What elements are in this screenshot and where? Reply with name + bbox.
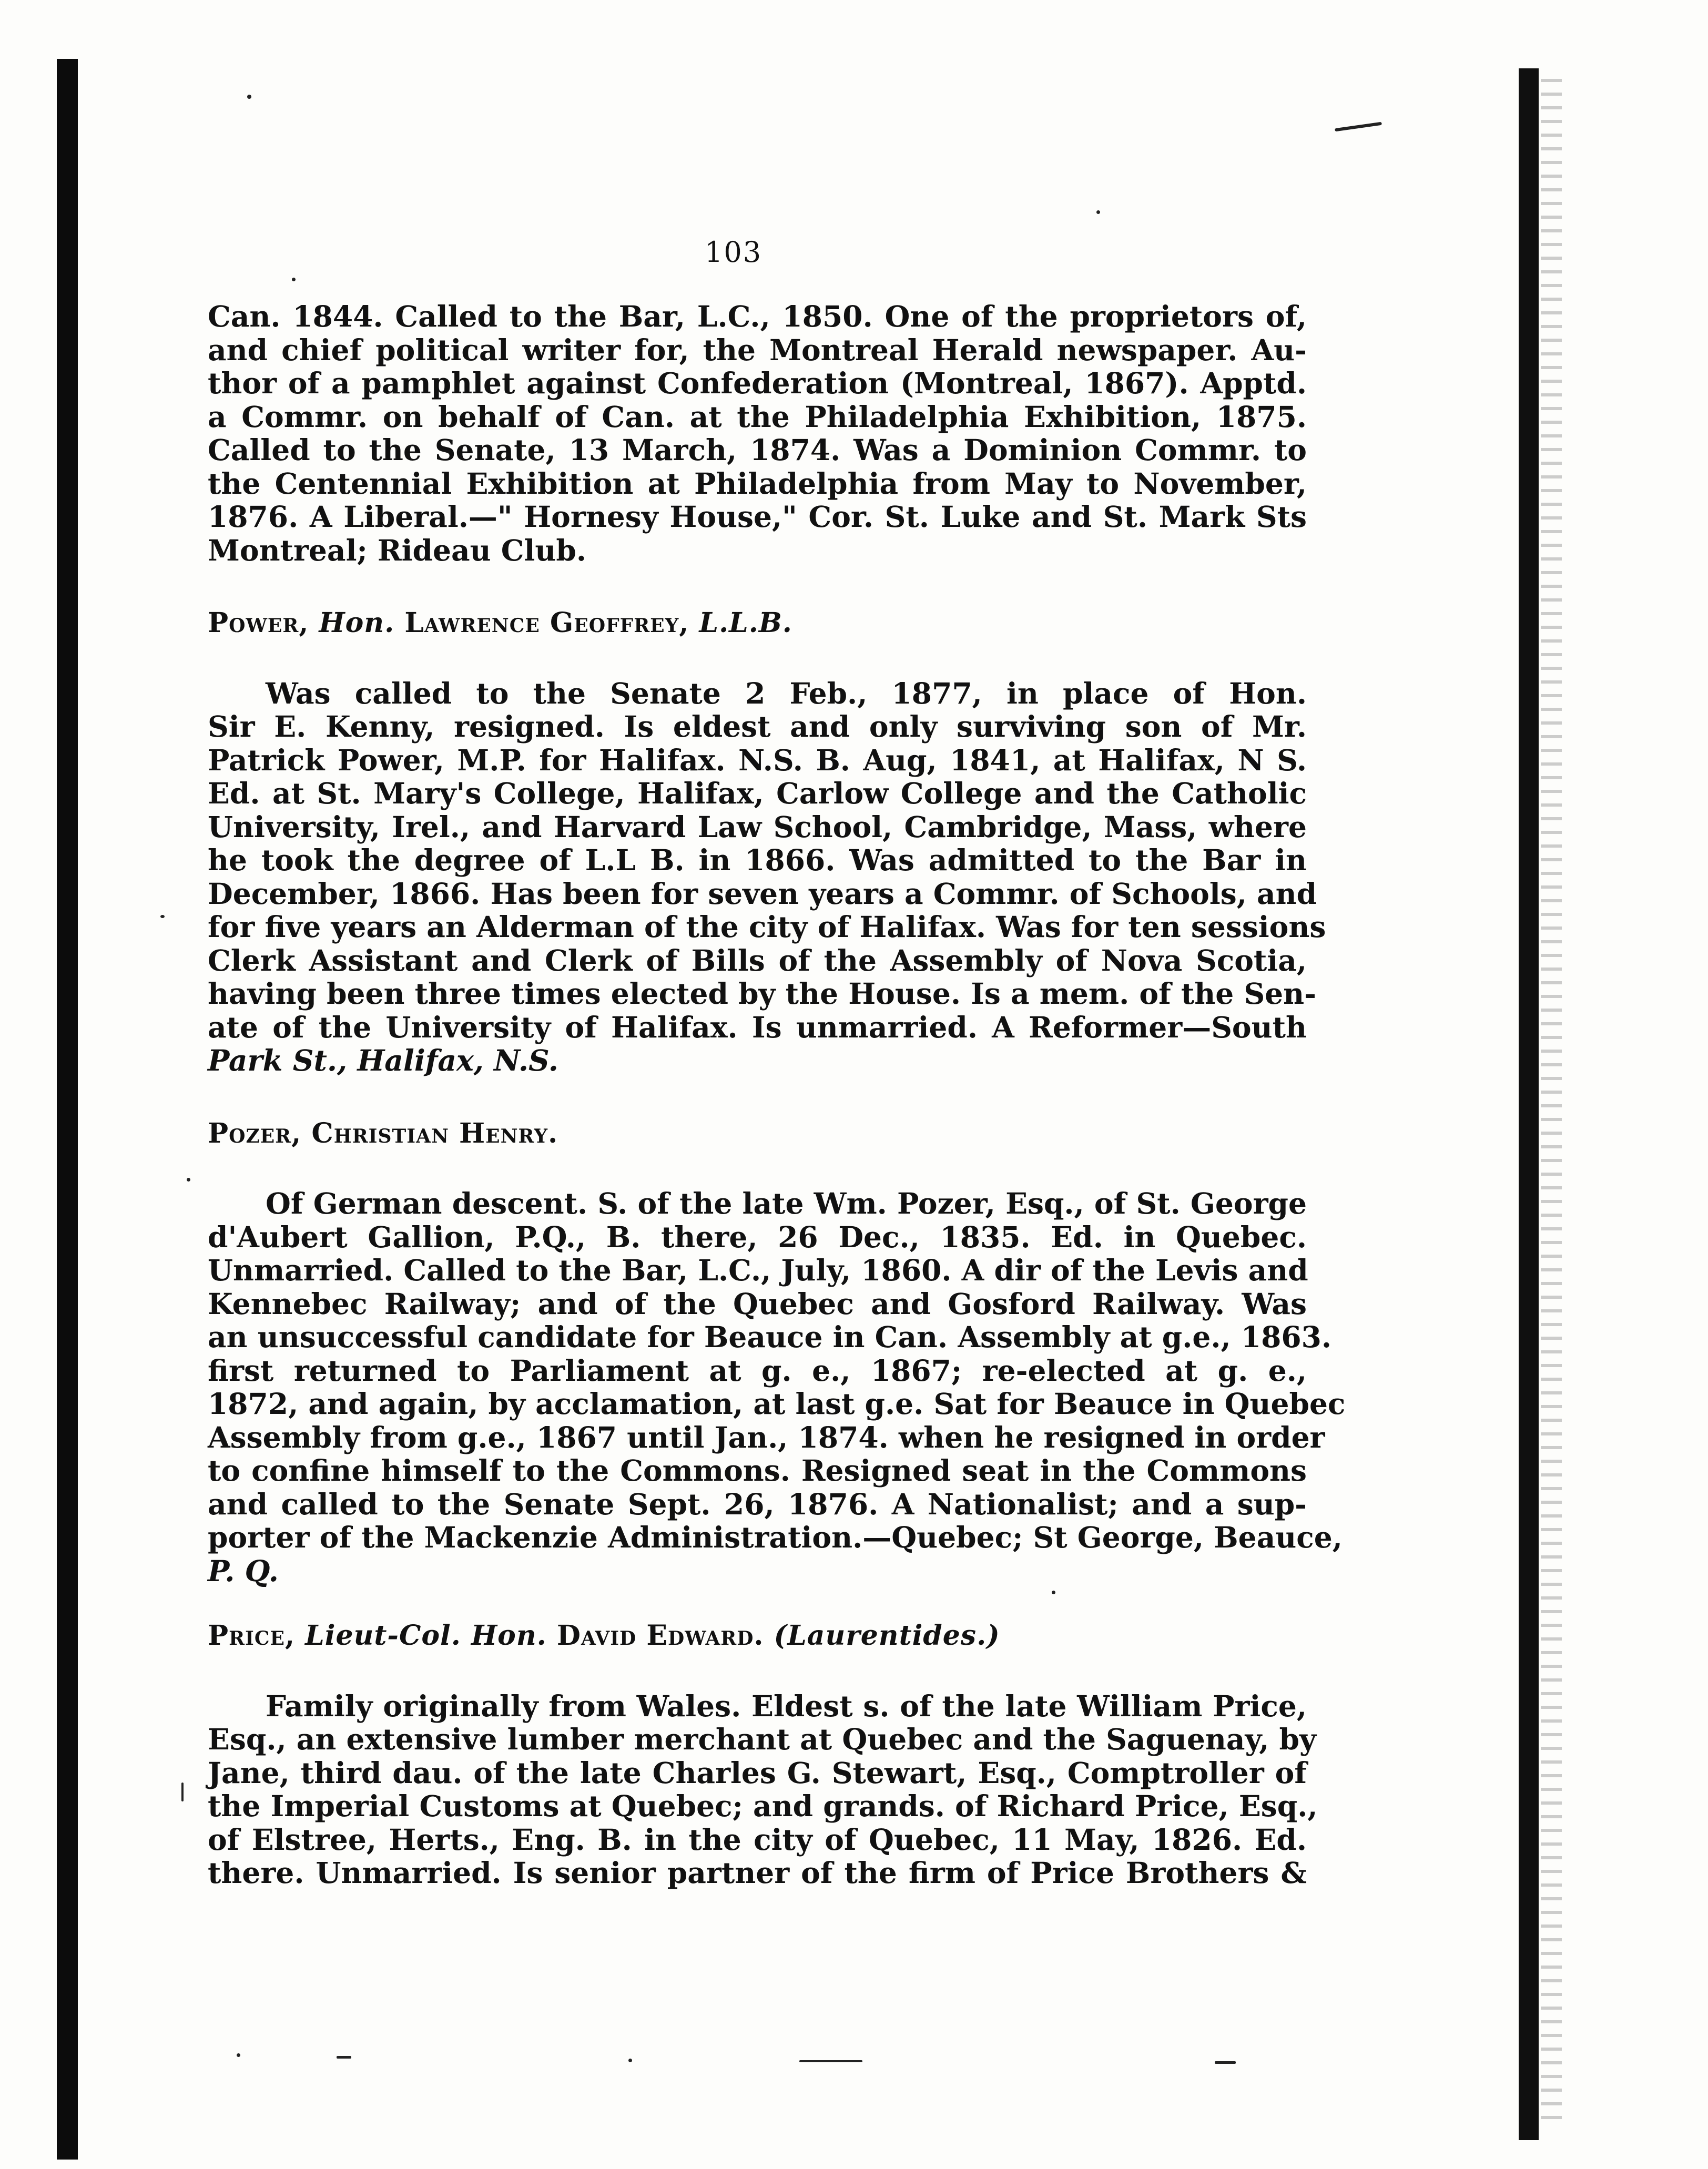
text-line: December, 1866. Has been for seven years a Commr. of Schools, and	[208, 876, 1317, 911]
entry-given-names: Lawrence Geoffrey,	[404, 607, 689, 639]
scan-speck	[187, 1178, 190, 1182]
entry-surname: Pozer,	[208, 1117, 302, 1149]
text-line: P. Q.	[208, 1553, 279, 1588]
text-line: Ed. at St. Mary's College, Halifax, Carlow College and the Catholic	[208, 776, 1307, 810]
scan-mark	[181, 1783, 184, 1801]
text-line: first returned to Parliament at g. e., 1867; re-elected at g. e.,	[208, 1353, 1307, 1388]
text-line: there. Unmarried. Is senior partner of the firm of Price Brothers &	[208, 1856, 1307, 1890]
text-line: 1872, and again, by acclamation, at last g.e. Sat for Beauce in Quebec	[208, 1387, 1346, 1421]
entry-title: Lieut-Col. Hon.	[305, 1620, 547, 1652]
entry-heading-power	[208, 606, 1307, 640]
page-binding-edge-right	[1519, 68, 1539, 2140]
text-line: Jane, third dau. of the late Charles G. Stewart, Esq., Comptroller of	[208, 1755, 1307, 1790]
text-line: Can. 1844. Called to the Bar, L.C., 1850. One of the proprietors of,	[208, 299, 1307, 333]
entry-given-names: David Edward.	[556, 1620, 764, 1652]
gutter-shadow	[1541, 79, 1562, 2130]
text-line: having been three times elected by the House. Is a mem. of the Sen-	[208, 976, 1316, 1011]
scan-mark	[799, 2060, 862, 2062]
entry-pozer	[208, 1186, 1346, 1588]
text-line: porter of the Mackenzie Administration.—Quebec; St George, Beauce,	[208, 1520, 1343, 1554]
entry-heading-price	[208, 1619, 1307, 1653]
entry-price	[208, 1688, 1318, 1890]
text-line: he took the degree of L.L B. in 1866. Was admitted to the Bar in	[208, 843, 1307, 877]
scan-speck	[237, 2053, 240, 2057]
entry-given-names: Christian Henry.	[311, 1117, 558, 1149]
page-number: 103	[705, 236, 762, 269]
text-line: 1876. A Liberal.—" Hornesy House," Cor. St. Luke and St. Mark Sts	[208, 500, 1307, 534]
text-line: Esq., an extensive lumber merchant at Quebec and the Saguenay, by	[208, 1722, 1316, 1756]
text-line: Unmarried. Called to the Bar, L.C., July, 1860. A dir of the Levis and	[208, 1253, 1308, 1287]
entry-surname: Power,	[208, 607, 309, 639]
scan-speck	[247, 95, 251, 99]
text-line: a Commr. on behalf of Can. at the Philadelphia Exhibition, 1875.	[208, 399, 1307, 434]
text-line: Clerk Assistant and Clerk of Bills of the Assembly of Nova Scotia,	[208, 943, 1307, 977]
entry-surname: Price,	[208, 1620, 296, 1652]
scan-speck	[292, 278, 296, 281]
text-line: Montreal; Rideau Club.	[208, 533, 586, 567]
text-line: the Imperial Customs at Quebec; and grands. of Richard Price, Esq.,	[208, 1789, 1318, 1823]
scan-speck	[628, 2059, 632, 2062]
entry-continued	[208, 300, 1307, 567]
text-line: an unsuccessful candidate for Beauce in Can. Assembly at g.e., 1863.	[208, 1320, 1332, 1354]
scan-mark	[1335, 122, 1382, 131]
entry-title: Hon.	[319, 607, 395, 639]
scan-mark	[337, 2056, 351, 2059]
entry-suffix: (Laurentides.)	[774, 1620, 1000, 1652]
text-line: Was called to the Senate 2 Feb., 1877, in place of Hon.	[266, 676, 1307, 710]
document-body	[208, 299, 1346, 1890]
text-line: Assembly from g.e., 1867 until Jan., 1874. when he resigned in order	[208, 1420, 1325, 1454]
scan-mark	[1215, 2061, 1236, 2064]
text-line: ate of the University of Halifax. Is unmarried. A Reformer—South	[208, 1010, 1307, 1044]
text-line: Park St., Halifax, N.S.	[208, 1043, 558, 1077]
page-binding-edge-left	[57, 59, 78, 2160]
entry-power	[208, 676, 1326, 1077]
text-line: University, Irel., and Harvard Law School, Cambridge, Mass, where	[208, 809, 1307, 844]
text-line: Patrick Power, M.P. for Halifax. N.S. B. Aug, 1841, at Halifax, N S.	[208, 742, 1307, 777]
entry-heading-pozer	[208, 1117, 1307, 1150]
text-line: Called to the Senate, 13 March, 1874. Was a Dominion Commr. to	[208, 433, 1307, 467]
text-line: the Centennial Exhibition at Philadelphia from May to November,	[208, 466, 1307, 501]
text-line: and called to the Senate Sept. 26, 1876. A Nationalist; and a sup-	[208, 1486, 1307, 1521]
text-line: Kennebec Railway; and of the Quebec and Gosford Railway. Was	[208, 1286, 1307, 1321]
text-line: Sir E. Kenny, resigned. Is eldest and only surviving son of Mr.	[208, 709, 1307, 744]
text-line: thor of a pamphlet against Confederation (Montreal, 1867). Apptd.	[208, 366, 1307, 400]
text-line: for five years an Alderman of the city of Halifax. Was for ten sessions	[208, 910, 1326, 944]
text-line: and chief political writer for, the Montreal Herald newspaper. Au-	[208, 332, 1307, 367]
text-line: Of German descent. S. of the late Wm. Pozer, Esq., of St. George	[266, 1186, 1307, 1220]
text-line: of Elstree, Herts., Eng. B. in the city of Quebec, 11 May, 1826. Ed.	[208, 1822, 1307, 1857]
text-line: Family originally from Wales. Eldest s. of the late William Price,	[266, 1688, 1307, 1723]
entry-suffix: L.L.B.	[699, 607, 792, 639]
scan-speck	[1096, 210, 1100, 214]
text-line: d'Aubert Gallion, P.Q., B. there, 26 Dec., 1835. Ed. in Quebec.	[208, 1219, 1307, 1254]
scan-speck	[160, 915, 165, 918]
text-line: to confine himself to the Commons. Resigned seat in the Commons	[208, 1453, 1307, 1488]
